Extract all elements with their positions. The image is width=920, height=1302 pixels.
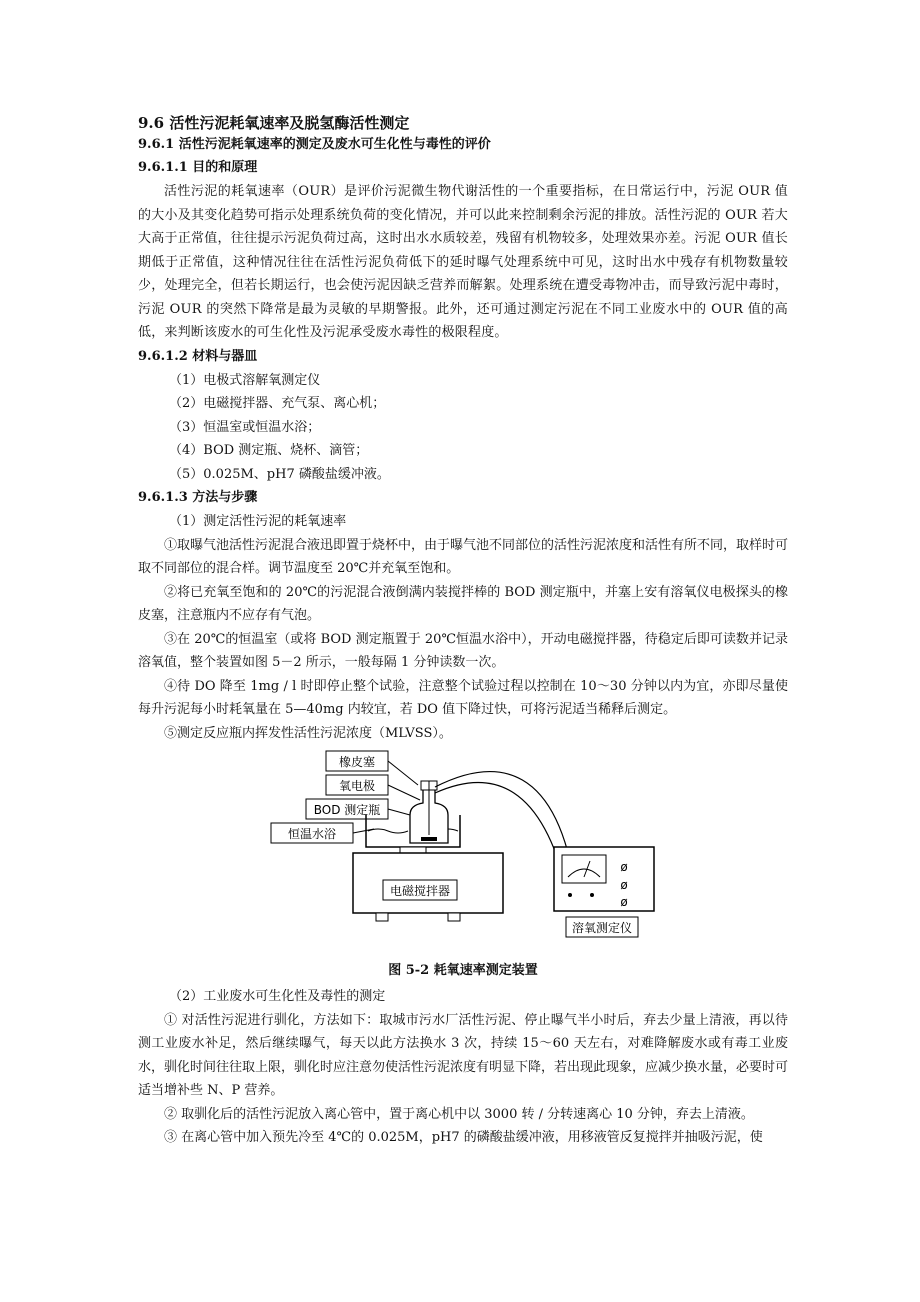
method2-step: ③ 在离心管中加入预先冷至 4℃的 0.025M，pH7 的磷酸盐缓冲液，用移液管反复搅拌并抽吸污泥，使 bbox=[164, 1130, 763, 1145]
do-meter bbox=[554, 847, 654, 937]
method2-title: （2）工业废水可生化性及毒性的测定 bbox=[169, 989, 386, 1004]
method1-step: ①取曝气池活性污泥混合液迅即置于烧杯中，由于曝气池不同部位的活性污泥浓度和活性有所不同，取样时可取不同部位的混合样。调节温度至 20℃并充氧至饱和。 bbox=[138, 537, 789, 576]
label-bottle bbox=[306, 799, 410, 819]
label-electrode bbox=[326, 775, 420, 800]
method1-title: （1）测定活性污泥的耗氧速率 bbox=[169, 514, 347, 529]
heading-purpose: 9.6.1.1 目的和原理 bbox=[138, 160, 258, 175]
knob-icon: ø bbox=[620, 878, 628, 892]
magnetic-stirrer bbox=[353, 847, 503, 921]
svg-text:BOD 测定瓶: BOD 测定瓶 bbox=[313, 803, 381, 817]
knob-icon: ø bbox=[620, 895, 628, 909]
material-item: （2）电磁搅拌器、充气泵、离心机； bbox=[169, 396, 386, 411]
subsection-title: 9.6.1 活性污泥耗氧速率的测定及废水可生化性与毒性的评价 bbox=[138, 137, 491, 152]
svg-text:溶氧测定仪: 溶氧测定仪 bbox=[571, 921, 633, 935]
method1-step: ②将已充氧至饱和的 20℃的污泥混合液倒满内装搅拌棒的 BOD 测定瓶中，并塞上安有溶氧仪电极探头的橡皮塞，注意瓶内不应存有气泡。 bbox=[138, 584, 788, 623]
knob-icon: ø bbox=[620, 860, 628, 874]
svg-text:氧电极: 氧电极 bbox=[338, 779, 376, 793]
svg-text:电磁搅拌器: 电磁搅拌器 bbox=[389, 884, 451, 898]
method2-step: ① 对活性污泥进行驯化，方法如下：取城市污水厂活性污泥、停止曝气半小时后，弃去少量上清液，再以待测工业废水补足，然后继续曝气，每天以此方法换水 3 次，持续 15～60 天左右，对难降解废水或有毒工业废水，驯化时间往往取上限，驯化时应注意勿使活性污泥浓度有明显下降，若出现此现象，应减少换水量，必要时可适当增补些 N、P 营养。 bbox=[138, 1012, 789, 1098]
heading-method: 9.6.1.3 方法与步骤 bbox=[138, 490, 258, 505]
section-title: 9.6 活性污泥耗氧速率及脱氢酶活性测定 bbox=[138, 114, 410, 132]
label-bath bbox=[271, 823, 374, 843]
method1-step: ④待 DO 降至 1mg / l 时即停止整个试验，注意整个试验过程以控制在 10～30 分钟以内为宜，亦即尽量使每升污泥每小时耗氧量在 5—40mg 内较宜，若 DO 值下降过快，可将污泥适当稀释后测定。 bbox=[138, 678, 788, 717]
heading-materials: 9.6.1.2 材料与器皿 bbox=[138, 348, 258, 364]
apparatus-diagram bbox=[138, 745, 788, 955]
method2-step: ② 取驯化后的活性污泥放入离心管中，置于离心机中以 3000 转 / 分转速离心 10 分钟，弃去上清液。 bbox=[164, 1106, 754, 1122]
material-item: （4）BOD 测定瓶、烧杯、滴管； bbox=[169, 443, 369, 458]
intro-paragraph: 活性污泥的耗氧速率（OUR）是评价污泥微生物代谢活性的一个重要指标，在日常运行中，污泥 OUR 值的大小及其变化趋势可指示处理系统负荷的变化情况，并可以此来控制剩余污泥的排放。活性污泥的 OUR 若大大高于正常值，往往提示污泥负荷过高，这时出水水质较差，残留有机物较多，处理效果亦差。污泥 OUR 值长期低于正常值，这种情况往往在活性污泥负荷低下的延时曝气处理系统中可见，这时出水中残存有机物数量较少，处理完全，但若长期运行，也会使污泥因缺乏营养而解絮。处理系统在遭受毒物冲击，而导致污泥中毒时，污泥 OUR 的突然下降常是最为灵敏的早期警报。此外，还可通过测定污泥在不同工业废水中的 OUR 值的高低，来判断该废水的可生化性及污泥承受废水毒性的极限程度。 bbox=[138, 184, 788, 340]
material-item: （1）电极式溶解氧测定仪 bbox=[169, 372, 321, 388]
svg-text:橡皮塞: 橡皮塞 bbox=[338, 755, 376, 769]
method1-step: ⑤测定反应瓶内挥发性活性污泥浓度（MLVSS）。 bbox=[164, 725, 452, 741]
material-item: （5）0.025M、pH7 磷酸盐缓冲液。 bbox=[169, 466, 390, 482]
method1-step: ③在 20℃的恒温室（或将 BOD 测定瓶置于 20℃恒温水浴中），开动电磁搅拌器，待稳定后即可读数并记录溶氧值，整个装置如图 5－2 所示，一般每隔 1 分钟读数一次。 bbox=[138, 631, 788, 670]
svg-text:恒温水浴: 恒温水浴 bbox=[287, 827, 337, 841]
apparatus-figure bbox=[138, 745, 788, 955]
material-item: （3）恒温室或恒温水浴； bbox=[169, 419, 321, 435]
figure-caption: 图 5-2 耗氧速率测定装置 bbox=[388, 963, 538, 978]
body-text bbox=[138, 112, 788, 1150]
